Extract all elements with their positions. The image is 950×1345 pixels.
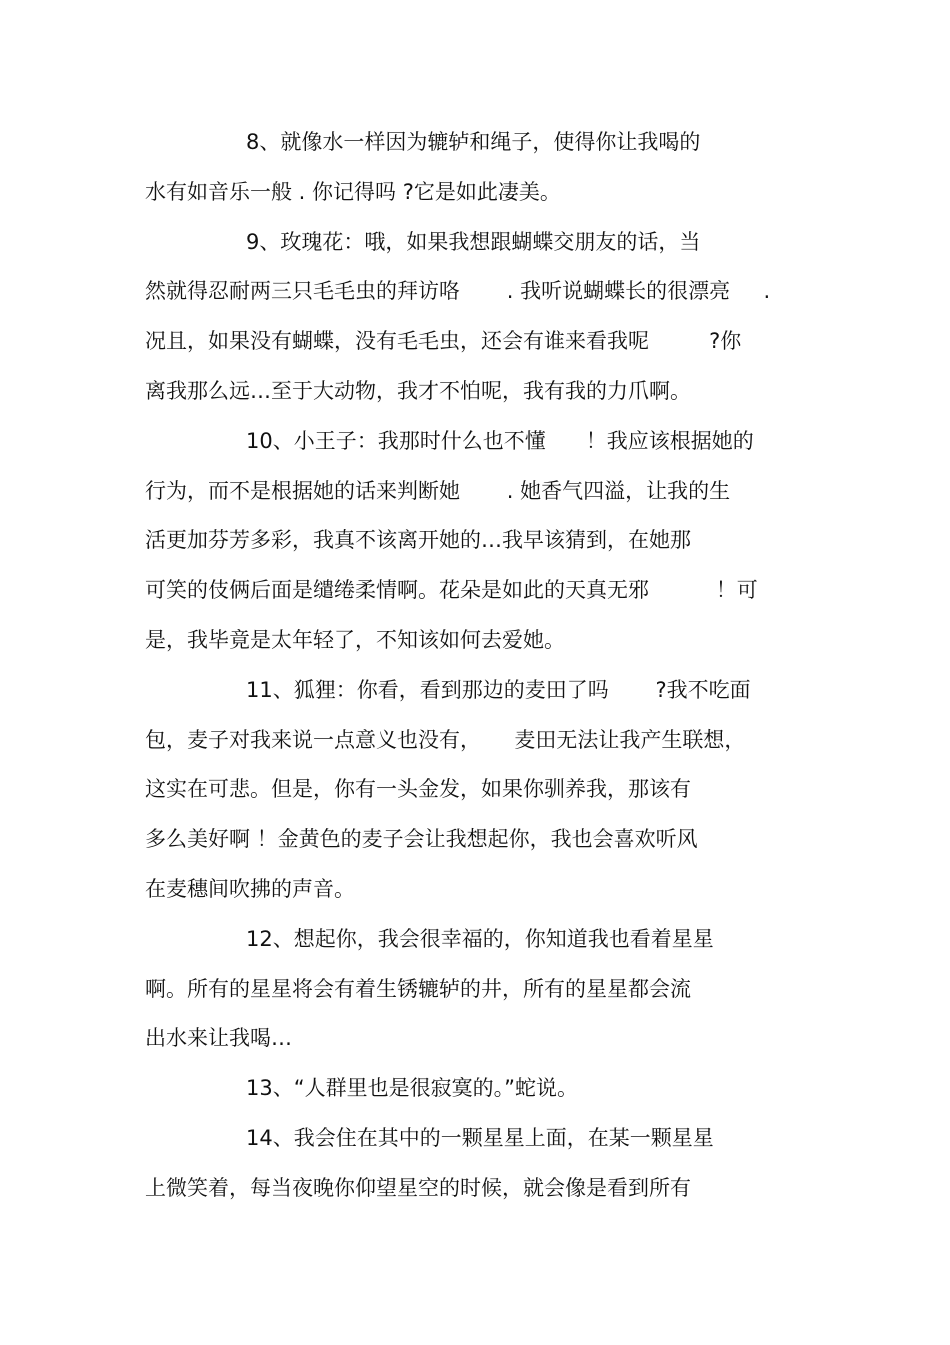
- text-line: 这实在可悲。但是，你有一头金发，如果你驯养我，那该有: [145, 777, 691, 801]
- text-line: 况且，如果没有蝴蝶，没有毛毛虫，还会有谁来看我呢 ?你: [145, 329, 742, 353]
- text-line: 是，我毕竟是太年轻了，不知该如何去爱她。: [145, 628, 565, 652]
- text-line: 出水来让我喝…: [145, 1026, 292, 1050]
- text-line: 啊。所有的星星将会有着生锈辘轳的井，所有的星星都会流: [145, 977, 691, 1001]
- text-line: 12、想起你，我会很幸福的，你知道我也看着星星: [246, 927, 714, 951]
- text-line: 14、我会住在其中的一颗星星上面，在某一颗星星: [246, 1126, 714, 1150]
- text-line: 然就得忍耐两三只毛毛虫的拜访咯 . 我听说蝴蝶长的很漂亮 .: [145, 279, 771, 303]
- text-line: 10、小王子：我那时什么也不懂 ！我应该根据她的: [246, 429, 754, 453]
- text-line: 活更加芬芳多彩，我真不该离开她的…我早该猜到，在她那: [145, 528, 691, 552]
- text-line: 在麦穗间吹拂的声音。: [145, 877, 355, 901]
- text-line: 可笑的伎俩后面是缱绻柔情啊。花朵是如此的天真无邪 ！可: [145, 578, 758, 602]
- text-line: 8、就像水一样因为辘轳和绳子，使得你让我喝的: [246, 130, 701, 154]
- text-line: 9、玫瑰花：哦，如果我想跟蝴蝶交朋友的话，当: [246, 230, 701, 254]
- text-line: 多么美好啊 ！金黄色的麦子会让我想起你，我也会喜欢听风: [145, 827, 698, 851]
- text-line: 包，麦子对我来说一点意义也没有， 麦田无法让我产生联想，: [145, 728, 746, 752]
- text-line: 13、“人群里也是很寂寞的。”蛇说。: [246, 1076, 578, 1100]
- text-line: 行为，而不是根据她的话来判断她 . 她香气四溢，让我的生: [145, 479, 731, 503]
- text-line: 11、狐狸：你看，看到那边的麦田了吗 ?我不吃面: [246, 678, 751, 702]
- text-line: 上微笑着，每当夜晚你仰望星空的时候，就会像是看到所有: [145, 1176, 691, 1200]
- text-line: 离我那么远…至于大动物，我才不怕呢，我有我的力爪啊。: [145, 379, 691, 403]
- text-line: 水有如音乐一般 . 你记得吗 ?它是如此凄美。: [145, 180, 561, 204]
